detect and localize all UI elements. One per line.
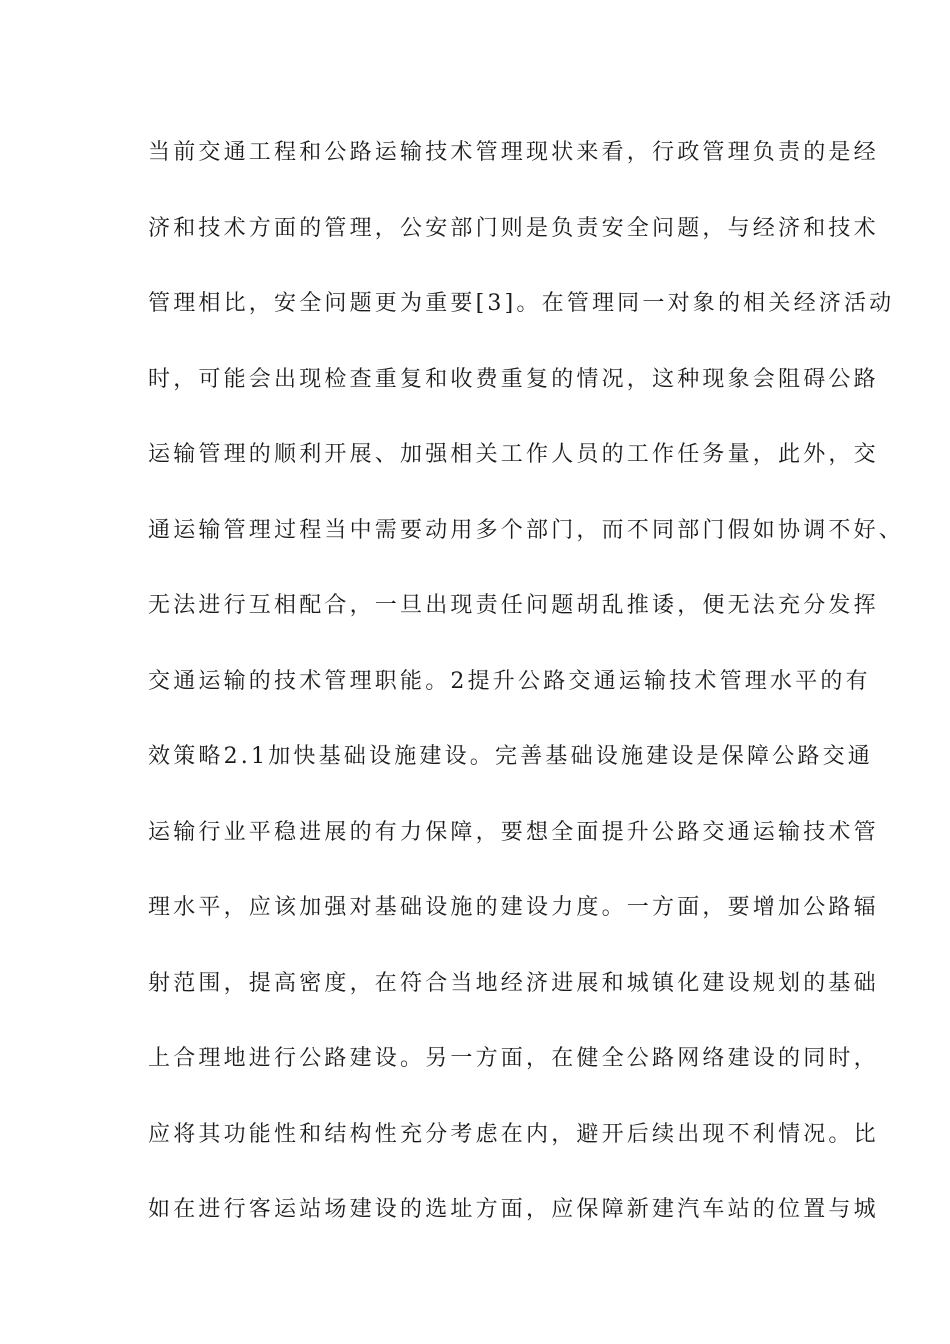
text-line: 运输行业平稳进展的有力保障，要想全面提升公路交通运输技术管 [148, 819, 879, 845]
body-text [148, 130, 905, 1263]
text-line: 如在进行客运站场建设的选址方面，应保障新建汽车站的位置与城 [148, 1197, 879, 1222]
text-line: 通运输管理过程当中需要动用多个部门，而不同部门假如协调不好、 [148, 517, 905, 543]
text-line: 管理相比，安全问题更为重要[3]。在管理同一对象的相关经济活动 [148, 291, 895, 316]
text-line: 交通运输的技术管理职能。2提升公路交通运输技术管理水平的有 [148, 668, 871, 694]
text-line: 当前交通工程和公路运输技术管理现状来看，行政管理负责的是经 [148, 140, 879, 165]
text-line: 济和技术方面的管理，公安部门则是负责安全问题，与经济和技术 [148, 215, 879, 241]
text-line: 应将其功能性和结构性充分考虑在内，避开后续出现不利情况。比 [148, 1121, 879, 1147]
text-line: 上合理地进行公路建设。另一方面，在健全公路网络建设的同时， [148, 1046, 879, 1071]
text-line: 时，可能会出现检查重复和收费重复的情况，这种现象会阻碍公路 [148, 366, 879, 392]
text-line: 理水平，应该加强对基础设施的建设力度。一方面，要增加公路辐 [148, 895, 879, 920]
text-line: 效策略2.1加快基础设施建设。完善基础设施建设是保障公路交通 [148, 744, 873, 769]
text-line: 射范围，提高密度，在符合当地经济进展和城镇化建设规划的基础 [148, 970, 879, 996]
text-line: 运输管理的顺利开展、加强相关工作人员的工作任务量，此外，交 [148, 442, 879, 467]
text-line: 无法进行互相配合，一旦出现责任问题胡乱推诿，便无法充分发挥 [148, 593, 879, 618]
